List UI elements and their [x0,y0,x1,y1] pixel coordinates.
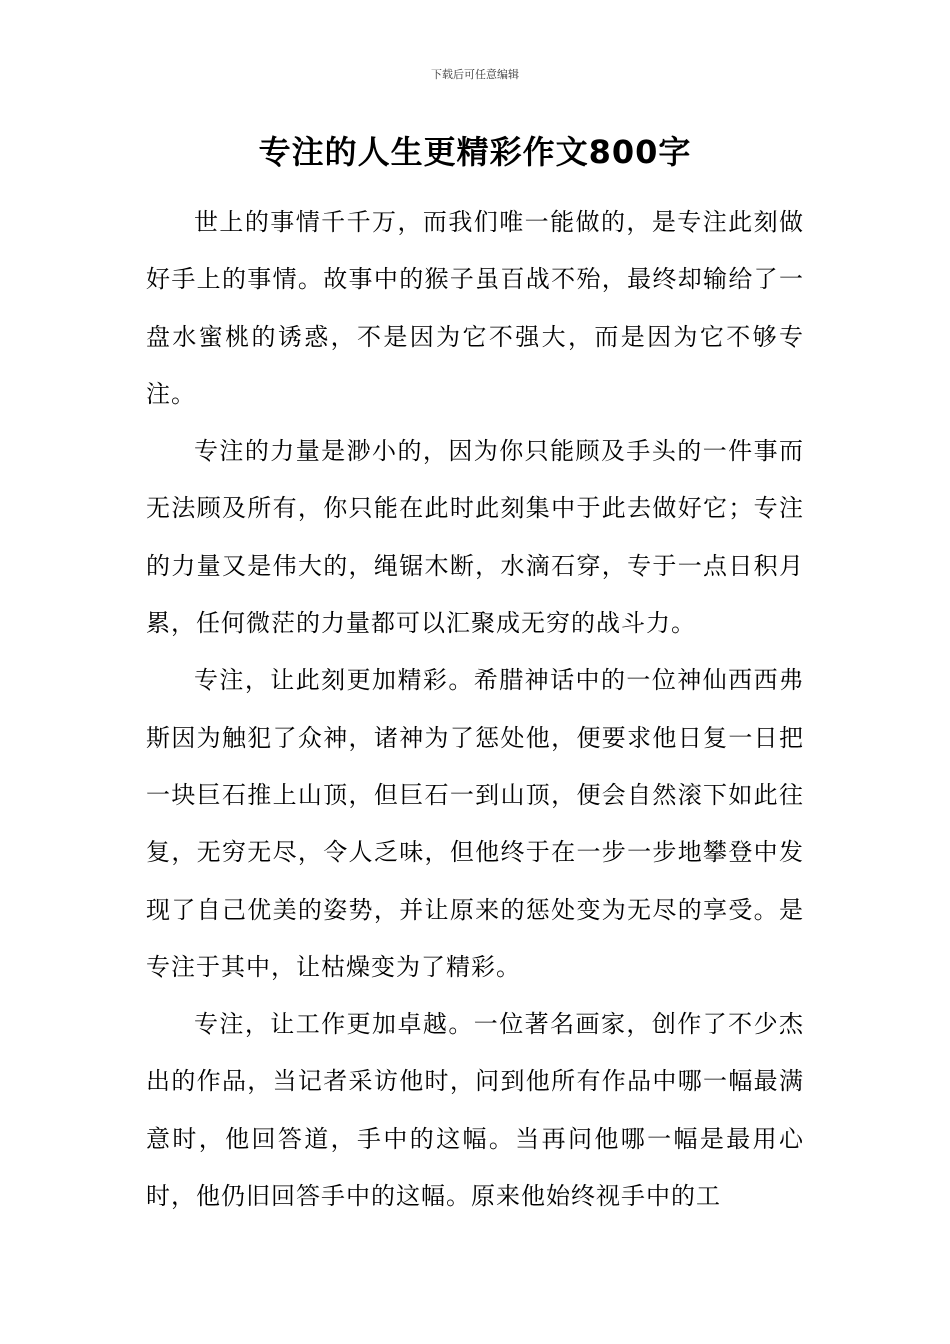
paragraph-4: 专注，让工作更加卓越。一位著名画家，创作了不少杰出的作品，当记者采访他时，问到他所有作品中哪一幅最满意时，他回答道，手中的这幅。当再问他哪一幅是最用心时，他仍旧回答手中的这幅。原来他始终视手中的工 [146,1010,804,1211]
paragraph-2: 专注的力量是渺小的，因为你只能顾及手头的一件事而无法顾及所有，你只能在此时此刻集中于此去做好它；专注的力量又是伟大的，绳锯木断，水滴石穿，专于一点日积月累，任何微茫的力量都可以汇聚成无穷的战斗力。 [146,437,804,638]
paragraph-3: 专注，让此刻更加精彩。希腊神话中的一位神仙西西弗斯因为触犯了众神，诸神为了惩处他，便要求他日复一日把一块巨石推上山顶，但巨石一到山顶，便会自然滚下如此往复，无穷无尽，令人乏味，但他终于在一步一步地攀登中发现了自己优美的姿势，并让原来的惩处变为无尽的享受。是专注于其中，让枯燥变为了精彩。 [146,666,804,981]
document-body [146,194,804,1225]
header-note: 下载后可任意编辑 [431,68,519,81]
document-title: 专注的人生更精彩作文800字 [258,133,692,171]
paragraph-1: 世上的事情千千万，而我们唯一能做的，是专注此刻做好手上的事情。故事中的猴子虽百战不殆，最终却输给了一盘水蜜桃的诱惑，不是因为它不强大，而是因为它不够专注。 [146,208,804,408]
